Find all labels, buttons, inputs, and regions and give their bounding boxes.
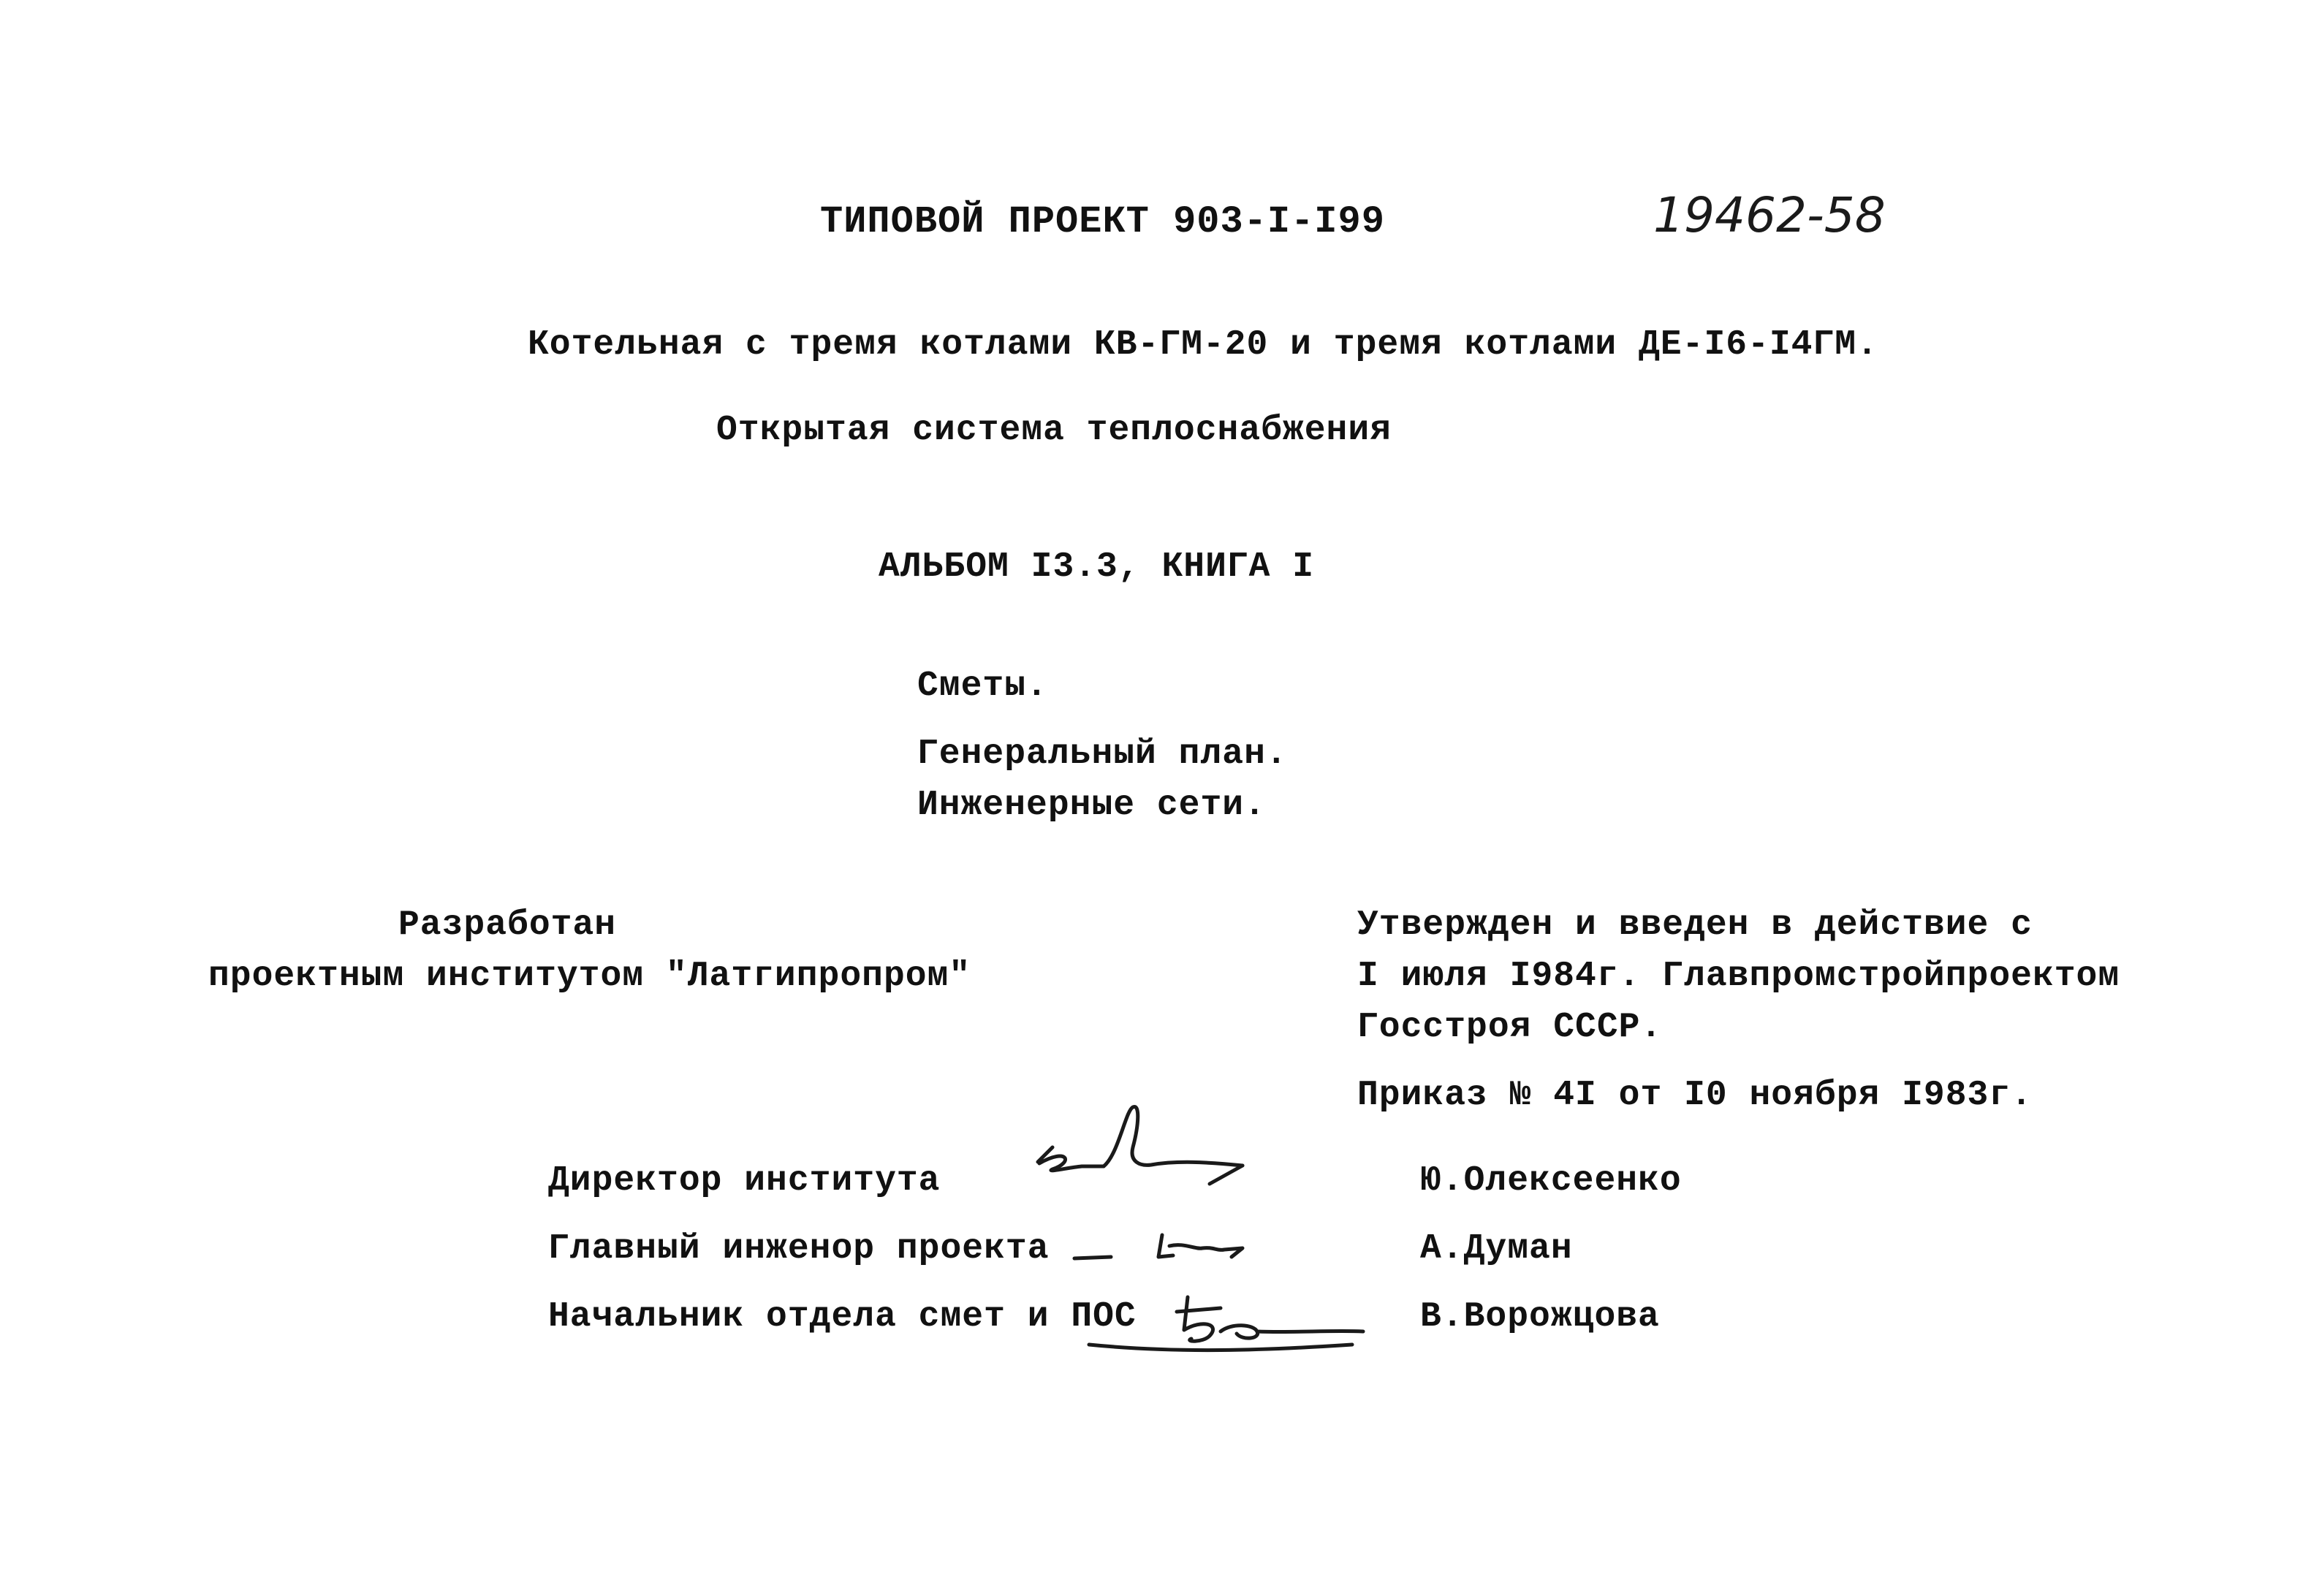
- signatory-name-director: Ю.Олексеенко: [1420, 1161, 1682, 1201]
- director-signature: [1023, 1096, 1257, 1198]
- signatory-name-estimates-head: В.Ворожцова: [1420, 1297, 1660, 1337]
- approved-line-2: I июля I984г. Главпромстройпроектом: [1357, 957, 2120, 996]
- developed-by-institute: проектным институтом "Латгипропром": [208, 957, 971, 996]
- inventory-stamp-number: 19462-58: [1653, 187, 1886, 243]
- estimates-head-signature: [1074, 1272, 1381, 1367]
- approval-order: Приказ № 4I от I0 ноября I983г.: [1357, 1076, 2033, 1115]
- approved-line-1: Утвержден и введен в действие с: [1357, 905, 2033, 945]
- album-title: АЛЬБОМ I3.3, КНИГА I: [879, 547, 1315, 587]
- signatory-name-chief-engineer: А.Думан: [1420, 1229, 1573, 1269]
- album-content-engineering-networks: Инженерные сети.: [917, 786, 1266, 825]
- boiler-description: Котельная с тремя котлами КВ-ГМ-20 и тремя котлами ДЕ-I6-I4ГМ.: [528, 325, 1878, 365]
- developed-by-label: Разработан: [398, 905, 617, 945]
- chief-engineer-signature: [1067, 1213, 1272, 1279]
- heating-system-type: Открытая система теплоснабжения: [716, 411, 1392, 450]
- signatory-role-chief-engineer: Главный инженор проекта: [548, 1229, 1050, 1269]
- album-content-estimates: Сметы.: [917, 666, 1048, 706]
- signatory-role-estimates-head: Начальник отдела смет и ПОС: [548, 1297, 1137, 1337]
- project-title: ТИПОВОЙ ПРОЕКТ 903-I-I99: [820, 200, 1385, 243]
- album-content-master-plan: Генеральный план.: [917, 734, 1288, 774]
- approved-line-3: Госстроя СССР.: [1357, 1008, 1663, 1047]
- signatory-role-director: Директор института: [548, 1161, 941, 1201]
